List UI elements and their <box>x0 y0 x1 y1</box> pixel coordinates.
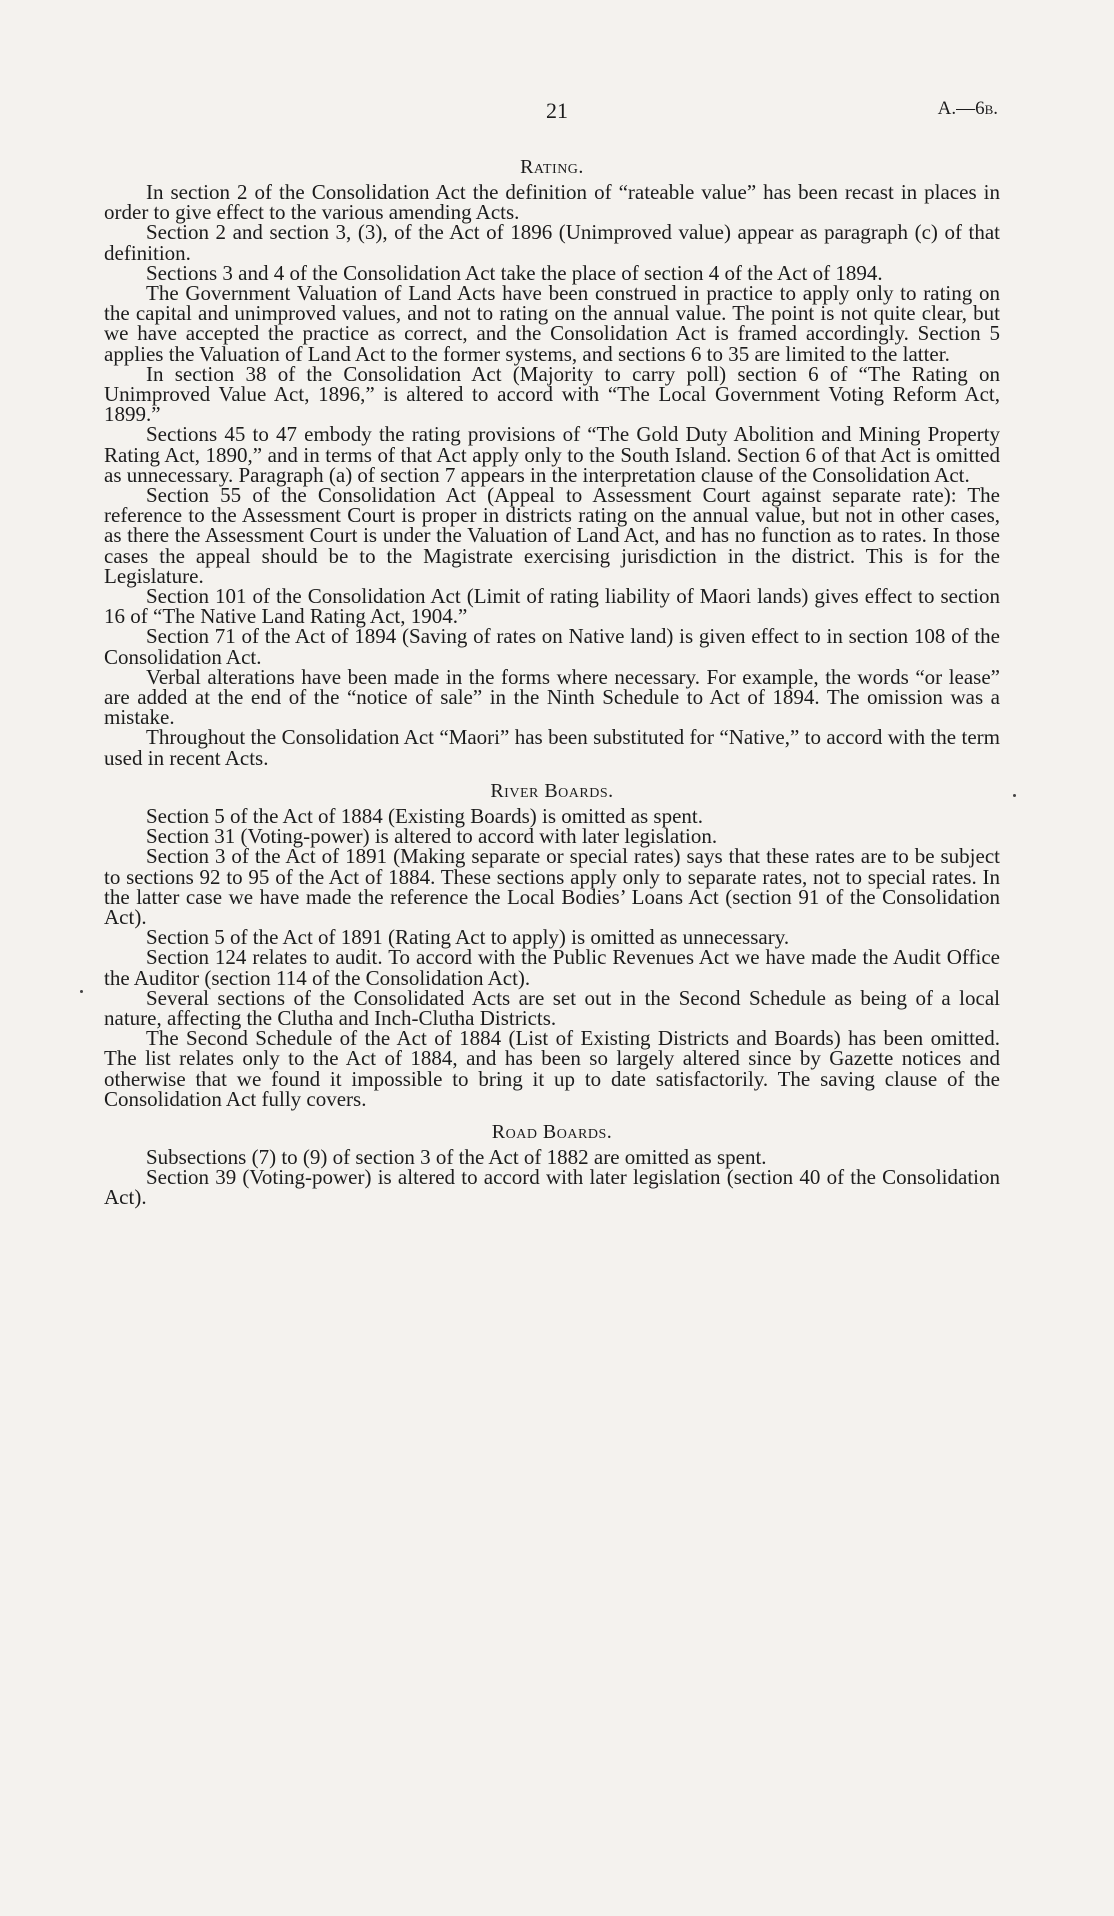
paragraph: Section 39 (Voting-power) is altered to accord with later legislation (section 40 of the Consolidation Act). <box>104 1165 1000 1210</box>
paragraph: Section 2 and section 3, (3), of the Act of 1896 (Unimproved value) appear as paragraph (c) of that definition. <box>104 220 1000 265</box>
section-heading: Road Boards. <box>491 1120 613 1143</box>
paragraph: The Second Schedule of the Act of 1884 (List of Existing Districts and Boards) has been omitted. The list relates only to the Act of 1884, and has been so largely altered since by Gazette notices and otherwise that we found it impossible to bring it up to date satisfactorily. The saving clause of the Consolidation Act fully covers. <box>104 1026 1000 1111</box>
margin-mark <box>1013 794 1016 797</box>
paragraph: Subsections (7) to (9) of section 3 of the Act of 1882 are omitted as spent. <box>146 1144 767 1169</box>
paragraph: Sections 3 and 4 of the Consolidation Act take the place of section 4 of the Act of 1894. <box>146 260 883 285</box>
section-heading: Rating. <box>520 156 584 178</box>
paragraph: Throughout the Consolidation Act “Maori” has been substituted for “Native,” to accord with the term used in recent Acts. <box>104 725 1000 770</box>
document-body <box>104 152 1000 1218</box>
paragraph: Section 5 of the Act of 1884 (Existing Boards) is omitted as spent. <box>146 803 704 828</box>
paragraph: In section 38 of the Consolidation Act (Majority to carry poll) section 6 of “The Rating on Unimproved Value Act, 1896,” is altered to accord with “The Local Government Voting Reform Act, 1899.” <box>104 361 1000 427</box>
paragraph: Section 5 of the Act of 1891 (Rating Act to apply) is omitted as unnecessary. <box>146 925 790 950</box>
section-road-boards <box>104 1119 1000 1208</box>
paragraph: Section 55 of the Consolidation Act (Appeal to Assessment Court against separate rate): The reference to the Assessment Court is proper in districts rating on the annual value, but not in other cases, as there the Assessment Court is under the Valuation of Land Act, and has no function as to rates. In those cases the appeal should be to the Magistrate exercising jurisdiction in the district. This is for the Legislature. <box>104 483 1000 588</box>
section-rating <box>104 154 1000 768</box>
paragraph: Section 124 relates to audit. To accord with the Public Revenues Act we have made the Audit Office the Auditor (section 114 of the Consolidation Act). <box>104 945 1000 990</box>
paragraph: Several sections of the Consolidated Acts are set out in the Second Schedule as being of a local nature, affecting the Clutha and Inch-Clutha Districts. <box>104 985 1000 1030</box>
margin-mark <box>80 990 83 993</box>
paragraph: Section 3 of the Act of 1891 (Making separate or special rates) says that these rates are to be subject to sections 92 to 95 of the Act of 1884. These sections apply only to separate rates, not to special rates. In the latter case we have made the reference the Local Bodies’ Loans Act (section 91 of the Consolidation Act). <box>104 844 1000 929</box>
section-heading: River Boards. <box>490 779 614 802</box>
paragraph: Verbal alterations have been made in the forms where necessary. For example, the words “or lease” are added at the end of the “notice of sale” in the Ninth Schedule to Act of 1894. The omission was a mistake. <box>104 664 1000 730</box>
page-reference: A.—6b. <box>937 98 998 119</box>
paragraph: Section 71 of the Act of 1894 (Saving of rates on Native land) is given effect to in section 108 of the Consolidation Act. <box>104 624 1000 669</box>
paragraph: The Government Valuation of Land Acts have been construed in practice to apply only to rating on the capital and unimproved values, and not to rating on the annual value. The point is not quite clear, but we have accepted the practice as correct, and the Consolidation Act is framed accordingly. Section 5 applies the Valuation of Land Act to the former systems, and sections 6 to 35 are limited to the latter. <box>104 281 1000 366</box>
paragraph: Section 101 of the Consolidation Act (Limit of rating liability of Maori lands) gives effect to section 16 of “The Native Land Rating Act, 1904.” <box>104 584 1000 629</box>
paragraph: Section 31 (Voting-power) is altered to accord with later legislation. <box>146 824 718 849</box>
section-river-boards <box>104 778 1000 1109</box>
paragraph: Sections 45 to 47 embody the rating provisions of “The Gold Duty Abolition and Mining Property Rating Act, 1890,” and in terms of that Act apply only to the South Island. Section 6 of that Act is omitted as unnecessary. Paragraph (a) of section 7 appears in the interpretation clause of the Consolidation Act. <box>104 422 1000 487</box>
page-number: 21 <box>546 98 568 123</box>
paragraph: In section 2 of the Consolidation Act the definition of “rateable value” has been recast in places in order to give effect to the various amending Acts. <box>104 180 1000 225</box>
